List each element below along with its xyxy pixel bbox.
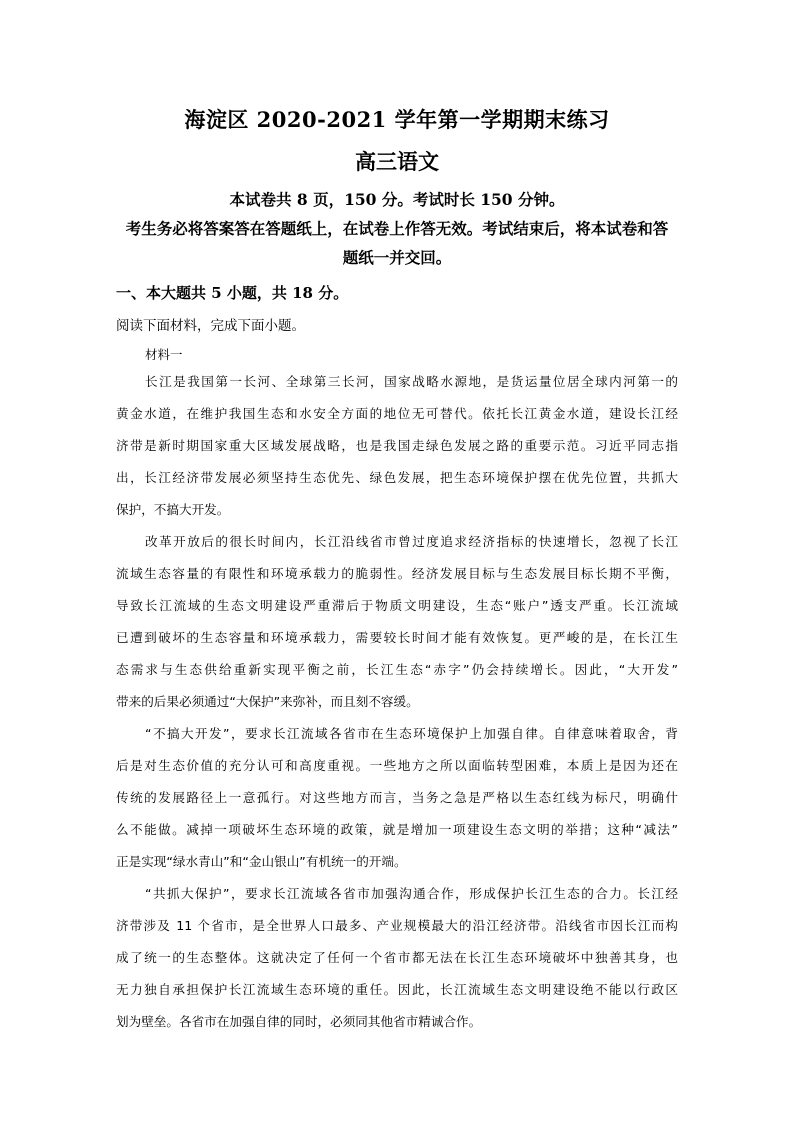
- paragraph-1-line: 保护，不搞大开发。: [116, 502, 230, 517]
- exam-info-answer-rule: 考生务必将答案答在答题纸上，在试卷上作答无效。考试结束后，将本试卷和答: [125, 219, 669, 238]
- paragraph-4-line: 济带涉及 11 个省市，是全世界人口最多、产业规模最大的沿江经济带。沿线省市因长江而构: [116, 918, 678, 933]
- exam-title: 海淀区 2020-2021 学年第一学期期末练习: [184, 107, 610, 132]
- paragraph-2-line: 改革开放后的很长时间内，长江沿线省市曾过度追求经济指标的快速增长，忽视了长江: [145, 534, 678, 549]
- exam-info-answer-rule-cont: 题纸一并交回。: [342, 248, 452, 267]
- paragraph-3-line: 么不能做。减掉一项破坏生态环境的政策，就是增加一项建设生态文明的举措；这种“减法”: [116, 822, 678, 837]
- exam-subject: 高三语文: [355, 149, 439, 174]
- paragraph-2-line: 态需求与生态供给重新实现平衡之前，长江生态“赤字”仍会持续增长。因此，“大开发”: [116, 662, 678, 677]
- paragraph-4-line: 成了统一的生态整体。这就决定了任何一个省市都无法在长江生态环境破坏中独善其身，也: [116, 950, 678, 965]
- section-heading: 一、本大题共 5 小题，共 18 分。: [116, 284, 349, 302]
- paragraph-2-line: 已遭到破坏的生态容量和环境承载力，需要较长时间才能有效恢复。更严峻的是，在长江生: [116, 630, 678, 645]
- paragraph-2-line: 流域生态容量的有限性和环境承载力的脆弱性。经济发展目标与生态发展目标长期不平衡，: [116, 566, 678, 581]
- paragraph-2-line: 导致长江流域的生态文明建设严重滞后于物质文明建设，生态“账户”透支严重。长江流域: [116, 598, 678, 613]
- paragraph-3-line: 后是对生态价值的充分认可和高度重视。一些地方之所以面临转型困难，本质上是因为还在: [116, 758, 678, 773]
- material-label: 材料一: [145, 347, 183, 362]
- paragraph-4-line: “共抓大保护”，要求长江流域各省市加强沟通合作，形成保护长江生态的合力。长江经: [145, 886, 678, 901]
- paragraph-3-line: 正是实现“绿水青山”和“金山银山”有机统一的开端。: [116, 854, 407, 869]
- reading-instruction: 阅读下面材料，完成下面小题。: [116, 318, 305, 334]
- paragraph-1-line: 济带是新时期国家重大区域发展战略，也是我国走绿色发展之路的重要示范。习近平同志指: [116, 438, 678, 453]
- paragraph-4-line: 无力独自承担保护长江流域生态环境的重任。因此，长江流域生态文明建设绝不能以行政区: [116, 982, 678, 997]
- paragraph-4-line: 划为壁垒。各省市在加强自律的同时，必须同其他省市精诚合作。: [116, 1014, 482, 1029]
- paragraph-1-line: 长江是我国第一长河、全球第三长河，国家战略水源地，是货运量位居全球内河第一的: [145, 374, 678, 389]
- paragraph-3-line: “不搞大开发”，要求长江流域各省市在生态环境保护上加强自律。自律意味着取舍，背: [145, 726, 678, 741]
- paragraph-3-line: 传统的发展路径上一意孤行。对这些地方而言，当务之急是严格以生态红线为标尺，明确什: [116, 790, 678, 805]
- paragraph-1-line: 出，长江经济带发展必须坚持生态优先、绿色发展，把生态环境保护摆在优先位置，共抓大: [116, 470, 678, 485]
- exam-info-pages-duration: 本试卷共 8 页，150 分。考试时长 150 分钟。: [229, 190, 565, 209]
- paragraph-2-line: 带来的后果必须通过“大保护”来弥补，而且刻不容缓。: [116, 694, 419, 709]
- paragraph-1-line: 黄金水道，在维护我国生态和水安全方面的地位无可替代。依托长江黄金水道，建设长江经: [116, 406, 678, 421]
